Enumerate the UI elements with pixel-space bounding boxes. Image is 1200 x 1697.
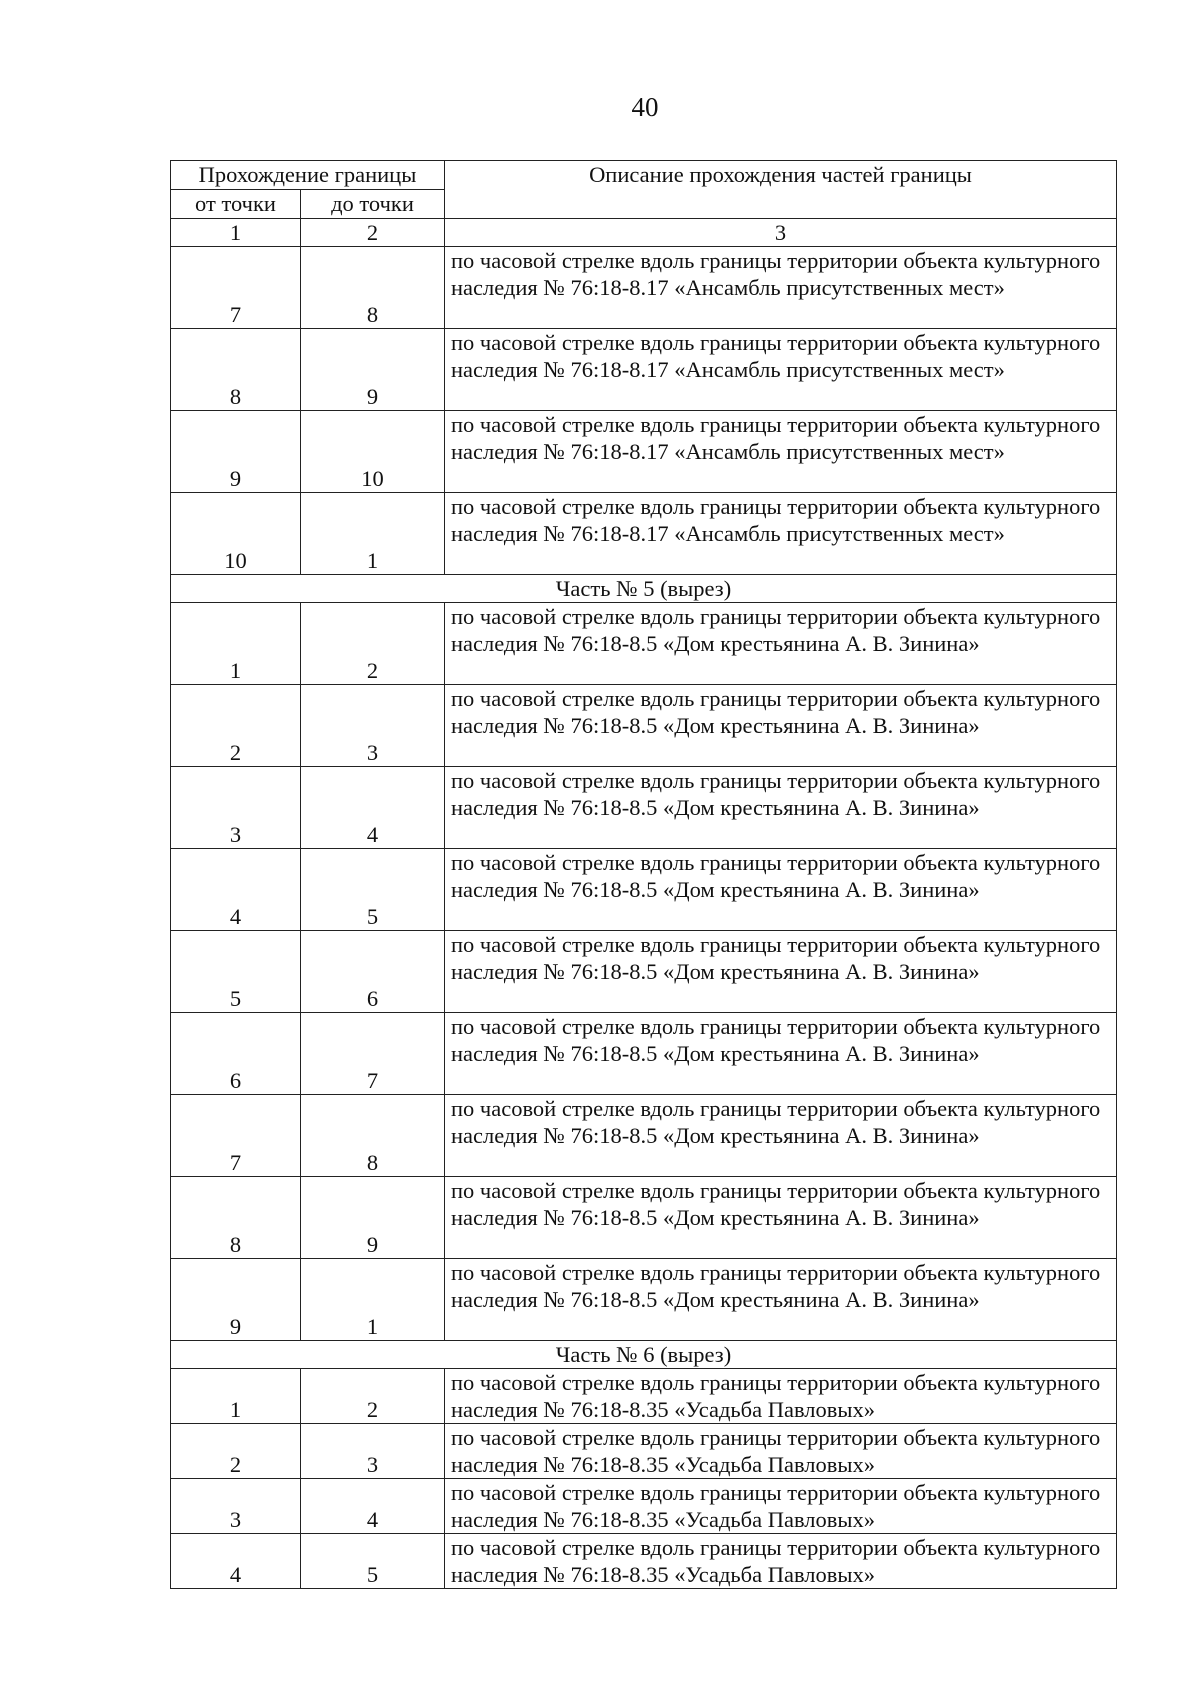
header-row xyxy=(171,161,1117,190)
cell-from-point: 8 xyxy=(171,329,301,411)
cell-description: по часовой стрелке вдоль границы территории объекта культурного наследия № 76:18-8.5 «Дом крестьянина А. В. Зинина» xyxy=(445,1177,1117,1259)
cell-description: по часовой стрелке вдоль границы территории объекта культурного наследия № 76:18-8.35 «Усадьба Павловых» xyxy=(445,1534,1117,1589)
cell-description: по часовой стрелке вдоль границы территории объекта культурного наследия № 76:18-8.17 «Ансамбль присутственных мест» xyxy=(445,411,1117,493)
cell-from-point: 3 xyxy=(171,767,301,849)
cell-from-point: 7 xyxy=(171,1095,301,1177)
header-to: до точки xyxy=(301,190,445,219)
cell-description: по часовой стрелке вдоль границы территории объекта культурного наследия № 76:18-8.35 «Усадьба Павловых» xyxy=(445,1369,1117,1424)
boundary-table xyxy=(170,160,1117,1589)
table-row xyxy=(171,493,1117,575)
cell-to-point: 10 xyxy=(301,411,445,493)
header-passage: Прохождение границы xyxy=(171,161,445,190)
cell-from-point: 5 xyxy=(171,931,301,1013)
cell-description: по часовой стрелке вдоль границы территории объекта культурного наследия № 76:18-8.5 «Дом крестьянина А. В. Зинина» xyxy=(445,603,1117,685)
part-5-heading-title: Часть № 5 (вырез) xyxy=(171,575,1117,603)
table-row xyxy=(171,1259,1117,1341)
cell-from-point: 8 xyxy=(171,1177,301,1259)
header-from: от точки xyxy=(171,190,301,219)
cell-from-point: 1 xyxy=(171,1369,301,1424)
cell-from-point: 6 xyxy=(171,1013,301,1095)
cell-description: по часовой стрелке вдоль границы территории объекта культурного наследия № 76:18-8.5 «Дом крестьянина А. В. Зинина» xyxy=(445,1095,1117,1177)
header-col3: 3 xyxy=(445,219,1117,247)
header-col2: 2 xyxy=(301,219,445,247)
cell-from-point: 2 xyxy=(171,685,301,767)
cell-to-point: 5 xyxy=(301,849,445,931)
cell-to-point: 1 xyxy=(301,493,445,575)
cell-to-point: 8 xyxy=(301,247,445,329)
table-row xyxy=(171,603,1117,685)
cell-description: по часовой стрелке вдоль границы территории объекта культурного наследия № 76:18-8.5 «Дом крестьянина А. В. Зинина» xyxy=(445,849,1117,931)
cell-description: по часовой стрелке вдоль границы территории объекта культурного наследия № 76:18-8.5 «Дом крестьянина А. В. Зинина» xyxy=(445,1259,1117,1341)
cell-to-point: 4 xyxy=(301,767,445,849)
cell-from-point: 2 xyxy=(171,1424,301,1479)
cell-description: по часовой стрелке вдоль границы территории объекта культурного наследия № 76:18-8.5 «Дом крестьянина А. В. Зинина» xyxy=(445,685,1117,767)
cell-from-point: 4 xyxy=(171,1534,301,1589)
cell-to-point: 2 xyxy=(301,1369,445,1424)
cell-description: по часовой стрелке вдоль границы территории объекта культурного наследия № 76:18-8.5 «Дом крестьянина А. В. Зинина» xyxy=(445,931,1117,1013)
cell-from-point: 9 xyxy=(171,411,301,493)
table-row xyxy=(171,1095,1117,1177)
cell-from-point: 10 xyxy=(171,493,301,575)
table-row xyxy=(171,849,1117,931)
cell-description: по часовой стрелке вдоль границы территории объекта культурного наследия № 76:18-8.5 «Дом крестьянина А. В. Зинина» xyxy=(445,1013,1117,1095)
table-row xyxy=(171,1013,1117,1095)
cell-description: по часовой стрелке вдоль границы территории объекта культурного наследия № 76:18-8.17 «Ансамбль присутственных мест» xyxy=(445,329,1117,411)
cell-to-point: 8 xyxy=(301,1095,445,1177)
cell-to-point: 9 xyxy=(301,329,445,411)
cell-to-point: 7 xyxy=(301,1013,445,1095)
cell-to-point: 9 xyxy=(301,1177,445,1259)
table-row xyxy=(171,1479,1117,1534)
page-number: 40 xyxy=(631,92,659,122)
cell-from-point: 9 xyxy=(171,1259,301,1341)
table-row xyxy=(171,685,1117,767)
cell-to-point: 6 xyxy=(301,931,445,1013)
table-row xyxy=(171,329,1117,411)
cell-from-point: 4 xyxy=(171,849,301,931)
cell-to-point: 4 xyxy=(301,1479,445,1534)
table-row xyxy=(171,1534,1117,1589)
header-col1: 1 xyxy=(171,219,301,247)
part-6-heading xyxy=(171,1341,1117,1369)
cell-description: по часовой стрелке вдоль границы территории объекта культурного наследия № 76:18-8.17 «Ансамбль присутственных мест» xyxy=(445,493,1117,575)
cell-from-point: 1 xyxy=(171,603,301,685)
cell-to-point: 1 xyxy=(301,1259,445,1341)
part-5-heading xyxy=(171,575,1117,603)
table-row xyxy=(171,1424,1117,1479)
cell-from-point: 3 xyxy=(171,1479,301,1534)
cell-description: по часовой стрелке вдоль границы территории объекта культурного наследия № 76:18-8.35 «Усадьба Павловых» xyxy=(445,1479,1117,1534)
cell-description: по часовой стрелке вдоль границы территории объекта культурного наследия № 76:18-8.35 «Усадьба Павловых» xyxy=(445,1424,1117,1479)
cell-description: по часовой стрелке вдоль границы территории объекта культурного наследия № 76:18-8.17 «Ансамбль присутственных мест» xyxy=(445,247,1117,329)
table-row xyxy=(171,767,1117,849)
table-row xyxy=(171,411,1117,493)
table-row xyxy=(171,247,1117,329)
cell-from-point: 7 xyxy=(171,247,301,329)
table-row xyxy=(171,1369,1117,1424)
cell-to-point: 2 xyxy=(301,603,445,685)
table-row xyxy=(171,1177,1117,1259)
header-description: Описание прохождения частей границы xyxy=(445,161,1117,219)
part-6-heading-title: Часть № 6 (вырез) xyxy=(171,1341,1117,1369)
cell-to-point: 3 xyxy=(301,1424,445,1479)
cell-description: по часовой стрелке вдоль границы территории объекта культурного наследия № 76:18-8.5 «Дом крестьянина А. В. Зинина» xyxy=(445,767,1117,849)
header-numbers-row xyxy=(171,219,1117,247)
table-row xyxy=(171,931,1117,1013)
cell-to-point: 5 xyxy=(301,1534,445,1589)
cell-to-point: 3 xyxy=(301,685,445,767)
